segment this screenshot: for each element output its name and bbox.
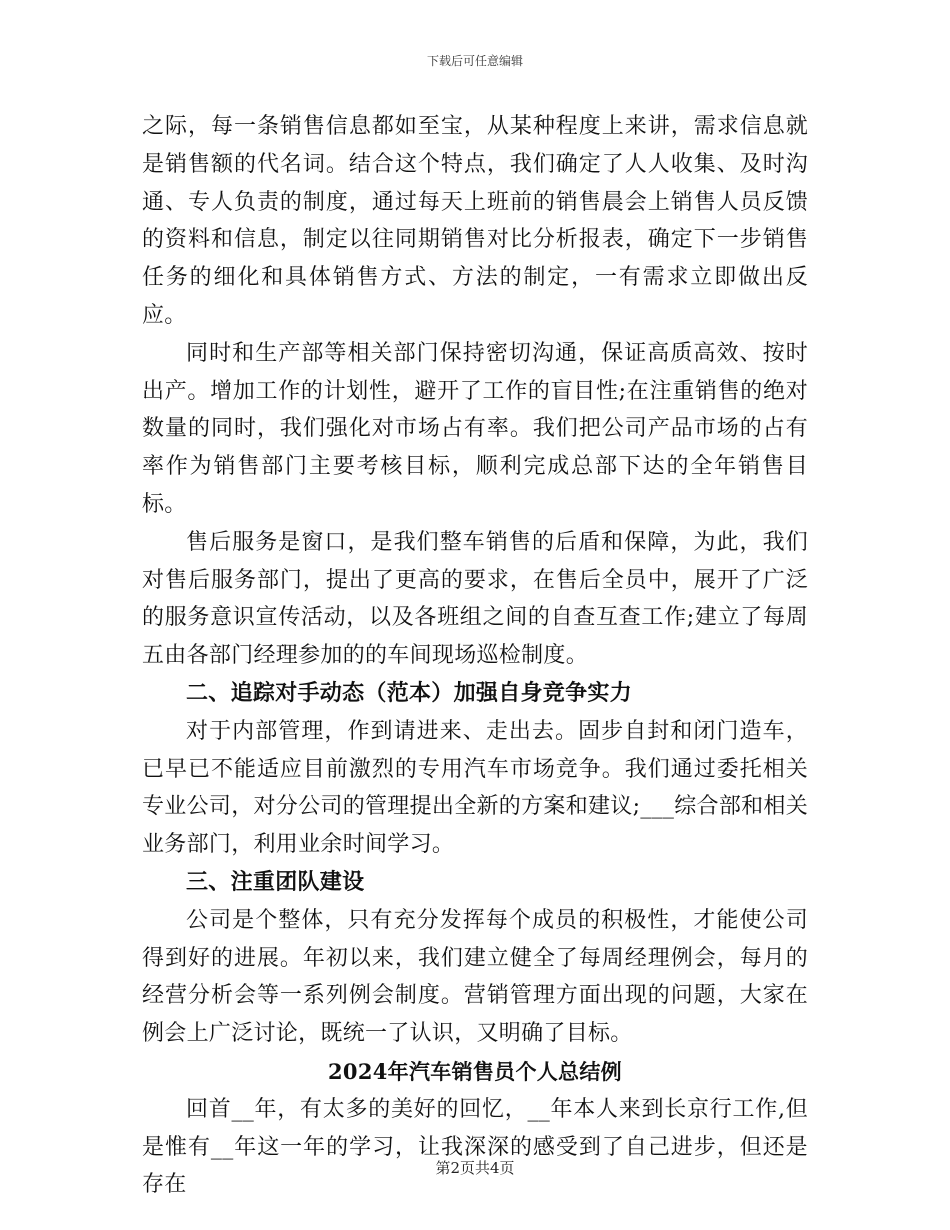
page-footer: 第2页共4页	[435, 1159, 515, 1177]
paragraph-team-building: 公司是个整体，只有充分发挥每个成员的积极性，才能使公司得到好的进展。年初以来，我们建立健全了每周经理例会，每月的经营分析会等一系列例会制度。营销管理方面出现的问题，大家在例会上广泛讨论，既统一了认识，又明确了目标。	[142, 907, 808, 1047]
section-heading-team-building: 三、注重团队建设	[186, 868, 365, 895]
paragraph-review: 回首__年，有太多的美好的回忆，__年本人来到长京行工作,但是惟有__年这一年的学习，让我深深的感受到了自己进步，但还是存在	[142, 1096, 808, 1198]
document-body	[142, 108, 808, 1204]
section-heading-competition: 二、追踪对手动态（范本）加强自身竞争实力	[186, 679, 633, 706]
paragraph-production-coordination: 同时和生产部等相关部门保持密切沟通，保证高质高效、按时出产。增加工作的计划性，避开了工作的盲目性;在注重销售的绝对数量的同时，我们强化对市场占有率。我们把公司产品市场的占有率作为销售部门主要考核目标，顺利完成总部下达的全年销售目标。	[142, 340, 808, 517]
paragraph-sales-info: 之际，每一条销售信息都如至宝，从某种程度上来讲，需求信息就是销售额的代名词。结合这个特点，我们确定了人人收集、及时沟通、专人负责的制度，通过每天上班前的销售晨会上销售人员反馈的资料和信息，制定以往同期销售对比分析报表，确定下一步销售任务的细化和具体销售方式、方法的制定，一有需求立即做出反应。	[142, 114, 808, 328]
paragraph-after-sales-service: 售后服务是窗口，是我们整车销售的后盾和保障，为此，我们对售后服务部门，提出了更高的要求，在售后全员中，展开了广泛的服务意识宣传活动，以及各班组之间的自查互查工作;建立了每周五由各部门经理参加的的车间现场巡检制度。	[142, 529, 808, 669]
paragraph-internal-management: 对于内部管理，作到请进来、走出去。固步自封和闭门造车，已早已不能适应目前激烈的专用汽车市场竞争。我们通过委托相关专业公司，对分公司的管理提出全新的方案和建议;___综合部和相关业务部门，利用业余时间学习。	[142, 718, 809, 858]
page-header: 下载后可任意编辑	[426, 54, 523, 68]
document-title-summary: 2024年汽车销售员个人总结例	[328, 1058, 622, 1084]
